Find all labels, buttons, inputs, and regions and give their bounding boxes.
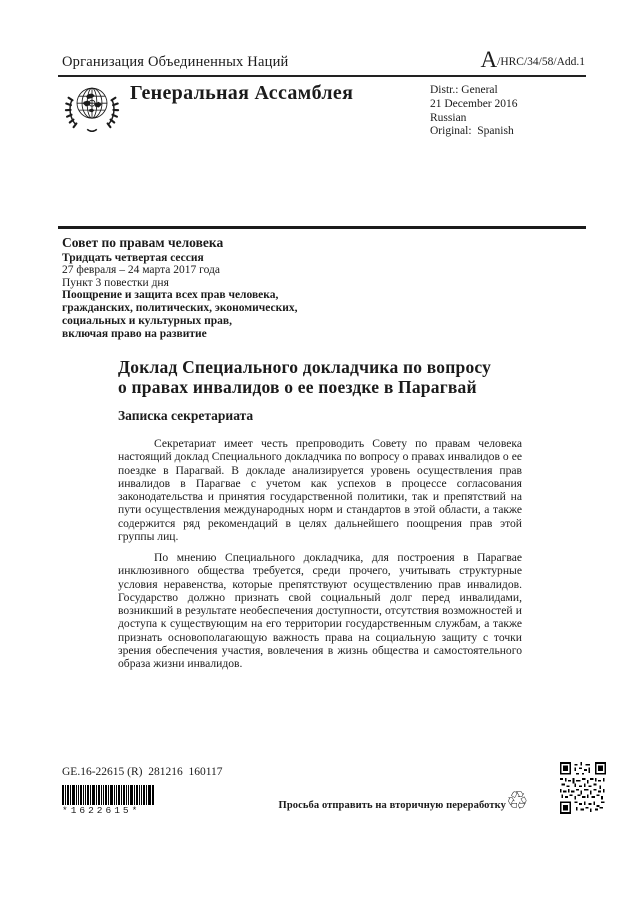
note-subtitle: Записка секретариата xyxy=(118,408,254,423)
report-title-line: о правах инвалидов о ее поездке в Парагвай xyxy=(118,377,477,397)
document-symbol xyxy=(481,48,585,71)
un-organization-name: Организация Объединенных Наций xyxy=(62,54,289,70)
distribution-block xyxy=(430,84,518,139)
agenda-title xyxy=(62,289,297,341)
barcode-caption: *1622615* xyxy=(62,805,141,816)
session-number: Тридцать четвертая сессия xyxy=(62,252,204,264)
masthead-rule xyxy=(58,75,586,77)
agenda-title-line: социальных и культурных прав, xyxy=(62,315,232,327)
council-heading: Совет по правам человека xyxy=(62,235,224,250)
agenda-title-line: Поощрение и защита всех прав человека, xyxy=(62,289,279,301)
un-emblem-icon xyxy=(63,79,121,137)
barcode xyxy=(62,785,154,805)
distr-language: Russian xyxy=(430,111,467,124)
recycle-icon: ♲ xyxy=(506,786,529,815)
distr-original: Original: Spanish xyxy=(430,125,514,138)
job-number: GE.16-22615 (R) 281216 160117 xyxy=(62,766,223,778)
session-dates: 27 февраля – 24 марта 2017 года xyxy=(62,264,220,276)
qr-code xyxy=(560,762,606,814)
assembly-title: Генеральная Ассамблея xyxy=(130,82,354,104)
document-symbol-rest: /HRC/34/58/Add.1 xyxy=(497,56,585,68)
report-title xyxy=(118,357,491,397)
body-paragraph-2: По мнению Специального докладчика, для построения в Парагвае инклюзивного общества требуется, среди прочего, учитывать структурные условия неравенства, которые препятствуют осуществлению прав инвалидов. Государство должно признать свой социальный долг перед инвалидами, возникший в результате необеспечения доступности, отсутствия возможностей и доступа к существующим на его территории государственным службам, а также признать основополагающую важность права на социальную защиту с точки зрения обеспечения участия, вовлечения в жизнь общества и самостоятельного образа жизни инвалидов. xyxy=(118,551,522,671)
recycle-note: Просьба отправить на вторичную переработку xyxy=(278,800,506,811)
report-title-line: Доклад Специального докладчика по вопросу xyxy=(118,357,492,377)
distr-date: 21 December 2016 xyxy=(430,97,518,110)
distr-line: Distr.: General xyxy=(430,84,498,96)
section-rule xyxy=(58,226,586,229)
body-paragraph-1: Секретариат имеет честь препроводить Совету по правам человека настоящий доклад Специального докладчика по вопросу о правах инвалидов о ее поездке в Парагвай. В докладе анализируется уровень осуществления прав инвалидов в Парагвае с учетом как успехов в процессе согласования законодательства и принятия государственной политики, так и препятствий на пути осуществления международных норм и стандартов в этой области, а также содержится ряд рекомендаций в целях дальнейшего поощрения прав этой группы лиц. xyxy=(118,437,522,544)
document-symbol-letter: A xyxy=(480,47,498,72)
agenda-title-line: включая право на развитие xyxy=(62,328,207,340)
agenda-item: Пункт 3 повестки дня xyxy=(62,276,169,289)
agenda-title-line: гражданских, политических, экономических, xyxy=(62,302,298,314)
